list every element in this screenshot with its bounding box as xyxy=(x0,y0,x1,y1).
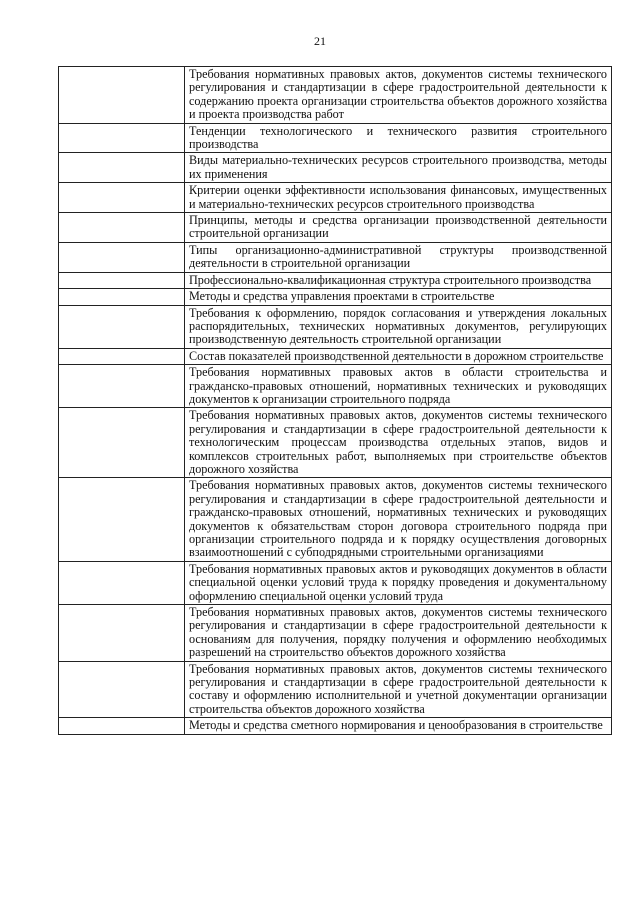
table-row xyxy=(59,718,612,734)
requirement-text: Тенденции технологического и технического развития строительного производства xyxy=(189,123,607,152)
table-row xyxy=(59,478,612,561)
requirement-cell xyxy=(185,605,612,662)
row-label-text xyxy=(59,124,184,126)
table-row xyxy=(59,272,612,288)
row-label-cell xyxy=(59,408,185,478)
table-row xyxy=(59,348,612,364)
table-row xyxy=(59,408,612,478)
row-label-cell xyxy=(59,242,185,272)
requirement-cell xyxy=(185,242,612,272)
requirement-cell xyxy=(185,718,612,734)
row-label-text xyxy=(59,306,184,308)
requirement-cell xyxy=(185,348,612,364)
requirement-cell xyxy=(185,272,612,288)
row-label-cell xyxy=(59,272,185,288)
table-row xyxy=(59,561,612,604)
row-label-text xyxy=(59,273,184,275)
requirement-text: Требования нормативных правовых актов и руководящих документов в области специальной оценки условий труда к порядку проведения и документальному оформлению специальной оценки условий труда xyxy=(189,561,607,603)
requirement-text: Требования к оформлению, порядок согласования и утверждения локальных распорядительных, технических нормативных документов, регулирующих производственную деятельность строительной организации xyxy=(189,305,607,347)
requirement-text: Принципы, методы и средства организации производственной деятельности строительной организации xyxy=(189,213,607,241)
table-row xyxy=(59,123,612,153)
row-label-text xyxy=(59,662,184,664)
requirement-text: Требования нормативных правовых актов, документов системы технического регулирования и стандартизации в сфере градостроительной деятельности к основаниям для получения, порядку получения и оформлению необходимых разрешений на строительство объектов дорожного хозяйства xyxy=(189,605,607,660)
row-label-text xyxy=(59,562,184,564)
requirement-text: Виды материально-технических ресурсов строительного производства, методы их применения xyxy=(189,153,607,181)
table-row xyxy=(59,365,612,408)
requirement-text: Типы организационно-административной структуры производственной деятельности в строительной организации xyxy=(189,242,607,271)
row-label-cell xyxy=(59,365,185,408)
requirement-cell xyxy=(185,365,612,408)
row-label-text xyxy=(59,478,184,480)
requirement-cell xyxy=(185,67,612,124)
table-row xyxy=(59,213,612,243)
row-label-cell xyxy=(59,605,185,662)
requirement-cell xyxy=(185,183,612,213)
row-label-text xyxy=(59,153,184,155)
table-row xyxy=(59,67,612,124)
row-label-text xyxy=(59,67,184,69)
row-label-cell xyxy=(59,305,185,348)
page-number: 21 xyxy=(314,34,326,48)
requirement-cell xyxy=(185,561,612,604)
requirement-cell xyxy=(185,408,612,478)
requirement-cell xyxy=(185,305,612,348)
row-label-cell xyxy=(59,289,185,305)
row-label-cell xyxy=(59,123,185,153)
requirement-text: Состав показателей производственной деятельности в дорожном строительстве xyxy=(189,348,604,363)
requirement-text: Требования нормативных правовых актов, документов системы технического регулирования и стандартизации в сфере градостроительной деятельности к составу и оформлению исполнительной и учетной документации организации строительства объектов дорожного хозяйства xyxy=(189,661,607,716)
requirement-cell xyxy=(185,213,612,243)
table-row xyxy=(59,242,612,272)
requirement-text: Требования нормативных правовых актов, документов системы технического регулирования и стандартизации в сфере градостроительной деятельности к содержанию проекта организации строительства объектов дорожного хозяйства и проекта производства работ xyxy=(189,67,607,122)
requirements-table xyxy=(58,66,612,735)
requirement-cell xyxy=(185,153,612,183)
row-label-text xyxy=(59,408,184,410)
row-label-cell xyxy=(59,718,185,734)
row-label-text xyxy=(59,183,184,185)
requirement-text: Требования нормативных правовых актов, документов системы технического регулирования и стандартизации в сфере градостроительной деятельности к технологическим процессам производства отдельных этапов, видов и комплексов строительных работ, выполняемых при строительстве объектов дорожного хозяйства xyxy=(189,408,607,476)
table-row xyxy=(59,289,612,305)
table-row xyxy=(59,605,612,662)
requirement-text: Требования нормативных правовых актов в области строительства и гражданско-правовых отношений, нормативных технических и руководящих документов к организации строительного подряда xyxy=(189,365,607,406)
table-row xyxy=(59,153,612,183)
table-body xyxy=(59,67,612,735)
requirement-text: Методы и средства сметного нормирования и ценообразования в строительстве xyxy=(189,718,603,733)
requirement-cell xyxy=(185,289,612,305)
row-label-cell xyxy=(59,183,185,213)
row-label-text xyxy=(59,605,184,607)
row-label-text xyxy=(59,718,184,720)
requirement-text: Методы и средства управления проектами в строительстве xyxy=(189,289,495,304)
row-label-cell xyxy=(59,478,185,561)
row-label-cell xyxy=(59,67,185,124)
requirement-cell xyxy=(185,661,612,718)
row-label-text xyxy=(59,365,184,367)
requirement-cell xyxy=(185,478,612,561)
requirement-cell xyxy=(185,123,612,153)
requirement-text: Критерии оценки эффективности использования финансовых, имущественных и материально-технических ресурсов строительного производства xyxy=(189,183,607,211)
row-label-cell xyxy=(59,561,185,604)
row-label-cell xyxy=(59,213,185,243)
table-row xyxy=(59,305,612,348)
row-label-cell xyxy=(59,348,185,364)
row-label-cell xyxy=(59,153,185,183)
row-label-text xyxy=(59,289,184,291)
row-label-cell xyxy=(59,661,185,718)
row-label-text xyxy=(59,213,184,215)
table-row xyxy=(59,183,612,213)
requirement-text: Профессионально-квалификационная структура строительного производства xyxy=(189,272,592,287)
requirement-text: Требования нормативных правовых актов, документов системы технического регулирования и стандартизации в сфере градостроительной деятельности и гражданско-правовых отношений, нормативных технических и руководящих документов к обязательствам сторон договора строительного подряда при организации строительного подряда и к порядку осуществления договорных взаимоотношений с субподрядными строительными организациями xyxy=(189,478,607,560)
table-row xyxy=(59,661,612,718)
row-label-text xyxy=(59,243,184,245)
row-label-text xyxy=(59,349,184,351)
